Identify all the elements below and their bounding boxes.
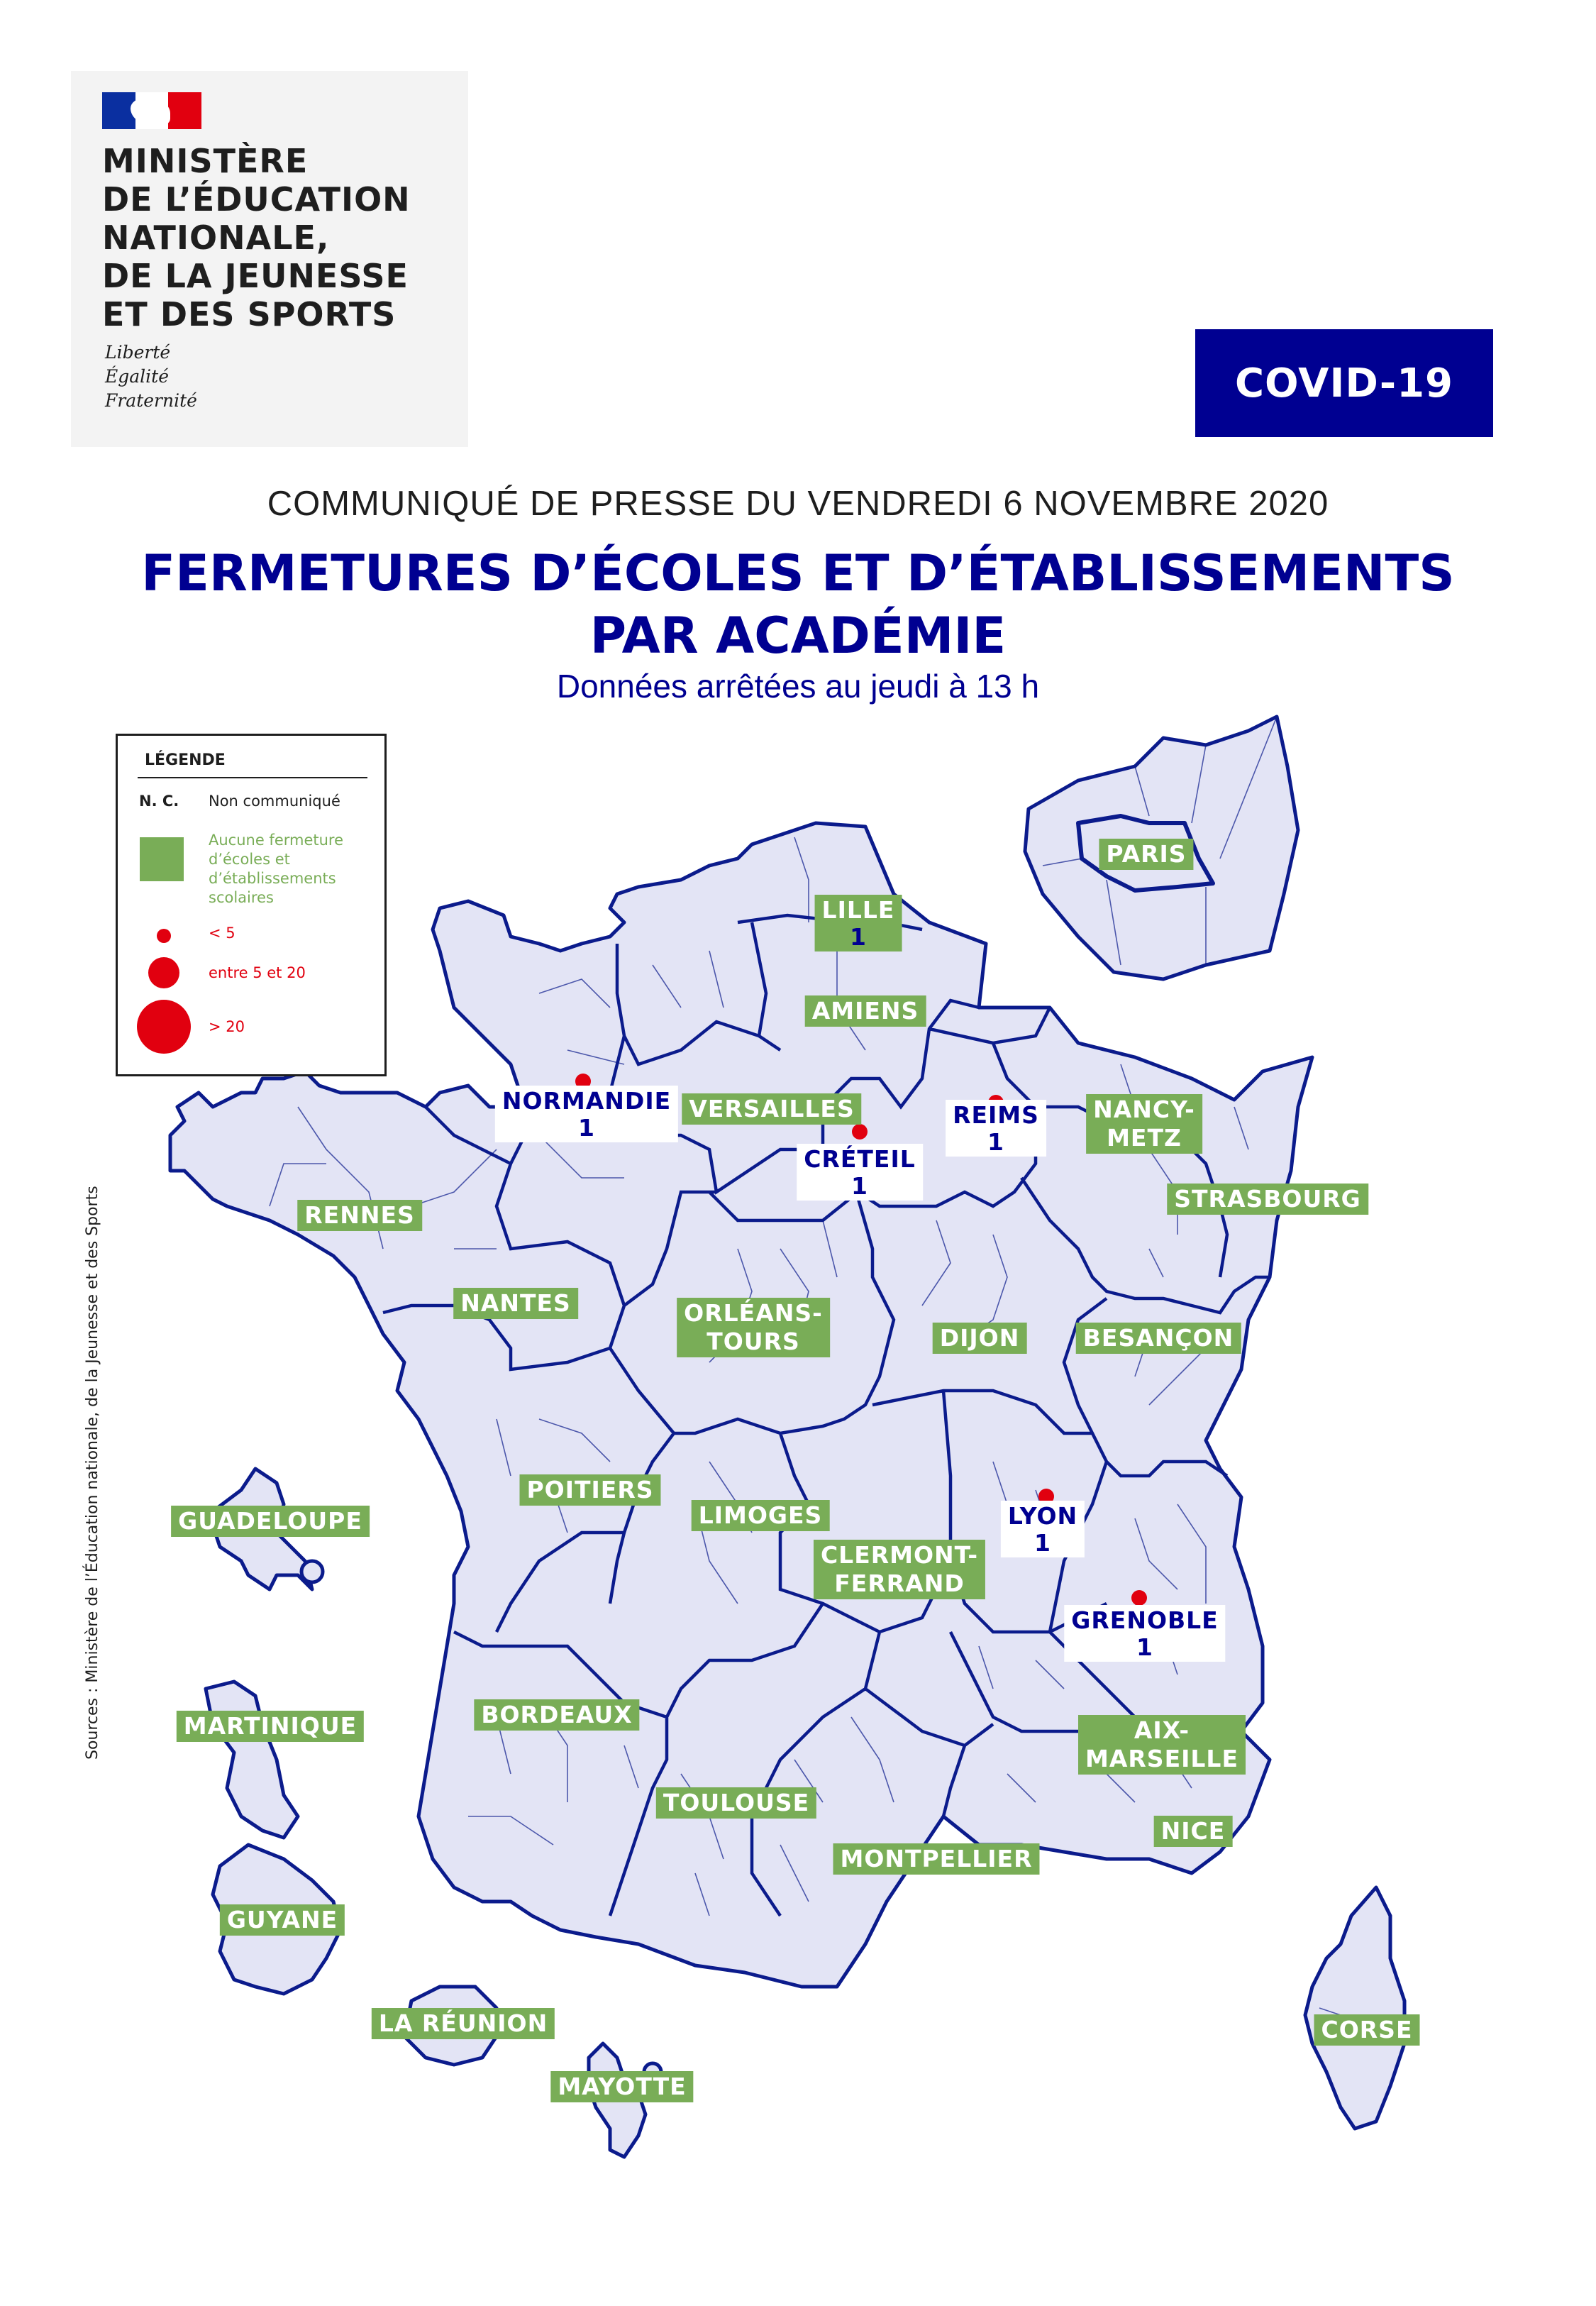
academy-label-bordeaux <box>474 1699 639 1731</box>
academy-name: DIJON <box>939 1324 1020 1352</box>
academy-label-guadeloupe <box>171 1506 370 1537</box>
academy-name: NICE <box>1160 1817 1226 1845</box>
academy-name: NANTES <box>460 1289 571 1317</box>
academy-name: CORSE <box>1321 2016 1413 2043</box>
motto-line: Liberté <box>105 342 171 363</box>
academy-name: CRÉTEIL <box>804 1145 916 1173</box>
academy-label-guyane <box>220 1904 345 1936</box>
legend-title: LÉGENDE <box>145 751 226 769</box>
academy-label-versailles <box>682 1093 861 1125</box>
academy-count: 1 <box>850 923 867 951</box>
academy-name: GUYANE <box>226 1906 338 1933</box>
legend-nc-text: Non communiqué <box>209 793 340 810</box>
academy-name: LILLE <box>821 896 895 924</box>
ministry-name-line: DE LA JEUNESSE <box>102 257 409 295</box>
academy-label-nantes <box>453 1288 578 1319</box>
academy-name: VERSAILLES <box>689 1095 855 1122</box>
press-release-line: COMMUNIQUÉ DE PRESSE DU VENDREDI 6 NOVEMBRE 2020 <box>267 485 1329 523</box>
motto-line: Égalité <box>105 366 169 387</box>
martinique-island <box>206 1682 298 1838</box>
academy-label-corse <box>1314 2014 1420 2046</box>
academy-label-la-reunion <box>372 2008 555 2039</box>
academy-name: PARIS <box>1106 840 1187 868</box>
ministry-name-line: DE L’ÉDUCATION <box>102 180 411 219</box>
academy-label-orleans-tours <box>677 1298 830 1357</box>
closure-dot-grenoble <box>1131 1590 1147 1606</box>
ministry-name-line: NATIONALE, <box>102 219 330 257</box>
academy-name: STRASBOURG <box>1174 1185 1361 1213</box>
academy-name: REIMS <box>953 1101 1039 1129</box>
academy-label-poitiers <box>519 1474 660 1506</box>
academy-name: NANCY- METZ <box>1093 1096 1195 1152</box>
legend-small-dot <box>157 929 171 943</box>
academy-label-reims <box>946 1100 1046 1157</box>
academy-label-lille <box>815 895 902 951</box>
legend <box>116 734 387 1076</box>
academy-count: 1 <box>851 1172 868 1200</box>
academy-label-montpellier <box>833 1843 1039 1875</box>
page-subtitle: Données arrêtées au jeudi à 13 h <box>556 668 1040 705</box>
ministry-name-line: ET DES SPORTS <box>102 295 397 333</box>
academy-count: 1 <box>1034 1529 1051 1557</box>
legend-large-label: > 20 <box>209 1018 245 1035</box>
legend-divider <box>138 777 367 778</box>
academy-label-creteil <box>797 1144 923 1201</box>
academy-name: MARTINIQUE <box>183 1712 358 1740</box>
academy-name: AMIENS <box>811 997 919 1025</box>
academy-label-besancon <box>1076 1323 1241 1354</box>
academy-label-rennes <box>297 1200 422 1231</box>
academy-label-nice <box>1154 1816 1233 1847</box>
academy-label-aix-marseille <box>1078 1715 1246 1775</box>
legend-medium-dot <box>148 957 179 988</box>
academy-name: ORLÉANS- TOURS <box>684 1299 823 1355</box>
legend-small-label: < 5 <box>209 925 235 942</box>
academy-name: LA RÉUNION <box>378 2009 548 2037</box>
legend-large-dot <box>137 1000 191 1054</box>
academy-name: CLERMONT- FERRAND <box>820 1541 979 1597</box>
academy-name: RENNES <box>304 1201 415 1229</box>
legend-none-text: Aucune fermeture d’écoles et d’établissements scolaires <box>209 832 344 906</box>
page-title-line: PAR ACADÉMIE <box>589 607 1007 665</box>
closure-dot-creteil <box>852 1124 868 1140</box>
academy-label-lyon <box>1001 1501 1085 1557</box>
legend-green-swatch <box>140 837 184 881</box>
academy-label-grenoble <box>1064 1605 1225 1662</box>
academy-name: GUADELOUPE <box>178 1507 362 1535</box>
academy-label-nancy-metz <box>1086 1094 1202 1154</box>
academy-label-toulouse <box>656 1787 816 1819</box>
academy-label-amiens <box>805 995 926 1027</box>
academy-name: BORDEAUX <box>481 1701 633 1728</box>
academy-count: 1 <box>987 1128 1004 1156</box>
source-note: Sources : Ministère de l’Éducation nationale, de la Jeunesse et des Sports <box>84 1186 101 1760</box>
academy-label-mayotte <box>550 2071 693 2102</box>
academy-name: BESANÇON <box>1082 1324 1234 1352</box>
academy-name: TOULOUSE <box>663 1789 810 1816</box>
academy-label-martinique <box>177 1711 364 1742</box>
academy-name: NORMANDIE <box>501 1087 672 1115</box>
legend-medium-label: entre 5 et 20 <box>209 964 306 981</box>
academy-label-dijon <box>933 1323 1027 1354</box>
academy-name: LYON <box>1007 1502 1078 1530</box>
academy-count: 1 <box>578 1114 595 1142</box>
academy-name: POITIERS <box>526 1476 654 1504</box>
academy-name: GRENOBLE <box>1071 1606 1219 1634</box>
academy-name: MONTPELLIER <box>840 1845 1033 1872</box>
academy-label-limoges <box>692 1500 830 1531</box>
academy-name: LIMOGES <box>698 1501 823 1529</box>
academy-label-normandie <box>495 1086 678 1142</box>
academy-count: 1 <box>1136 1633 1153 1661</box>
academy-name: AIX- MARSEILLE <box>1085 1716 1238 1772</box>
legend-nc-code: N. C. <box>139 793 179 810</box>
academy-label-strasbourg <box>1167 1184 1368 1215</box>
page-title-line: FERMETURES D’ÉCOLES ET D’ÉTABLISSEMENTS <box>141 544 1455 602</box>
ministry-name-line: MINISTÈRE <box>102 142 309 180</box>
academy-label-clermont-ferrand <box>814 1540 985 1599</box>
academy-name: MAYOTTE <box>558 2073 687 2100</box>
motto-line: Fraternité <box>105 390 197 411</box>
academy-label-paris <box>1099 839 1193 870</box>
covid-badge: COVID-19 <box>1195 329 1493 437</box>
